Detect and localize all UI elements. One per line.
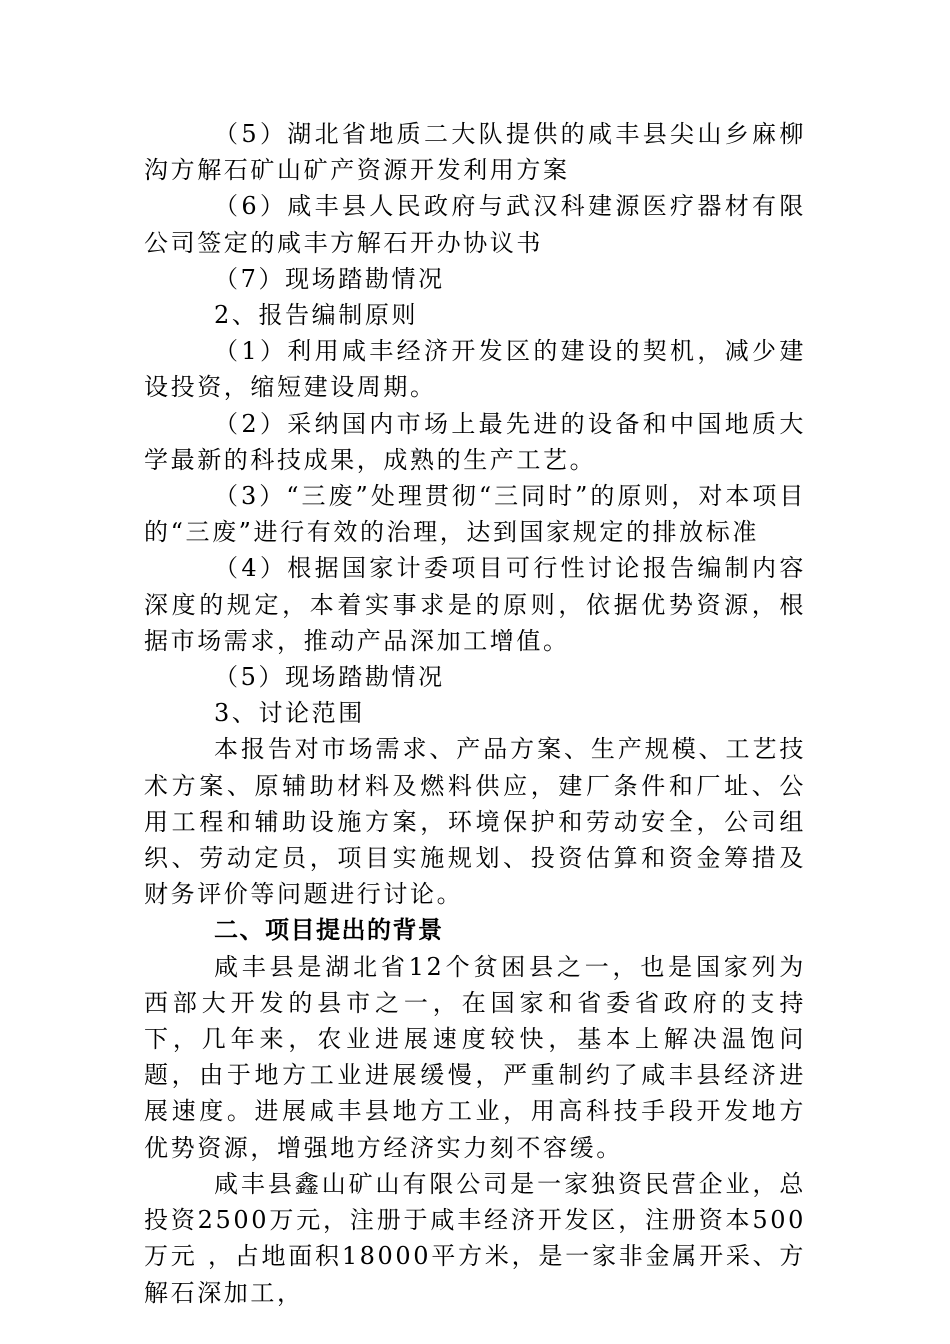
section-heading: 二、项目提出的背景 <box>214 916 444 945</box>
body-paragraph: 咸丰县鑫山矿山有限公司是一家独资民营企业，总投资2500万元，注册于咸丰经济开发区，注册资本500万元 ，占地面积18000平方米，是一家非金属开采、方解石深加工， <box>144 1169 806 1307</box>
section-subheading: 2、报告编制原则 <box>214 301 419 330</box>
body-paragraph: （6）咸丰县人民政府与武汉科建源医疗器材有限公司签定的咸丰方解石开办协议书 <box>144 192 806 257</box>
document-page <box>144 116 806 1311</box>
body-paragraph: （5）湖北省地质二大队提供的咸丰县尖山乡麻柳沟方解石矿山矿产资源开发利用方案 <box>144 120 806 185</box>
body-paragraph: （5）现场踏勘情况 <box>214 663 445 692</box>
section-subheading: 3、讨论范围 <box>214 699 365 728</box>
body-paragraph: （7）现场踏勘情况 <box>214 264 445 293</box>
body-paragraph: （2）采纳国内市场上最先进的设备和中国地质大学最新的科技成果，成熟的生产工艺。 <box>144 409 806 474</box>
body-paragraph: （3）“三废”处理贯彻“三同时”的原则，对本项目的“三废”进行有效的治理，达到国家规定的排放标准 <box>144 482 806 547</box>
body-paragraph: 本报告对市场需求、产品方案、生产规模、工艺技术方案、原辅助材料及燃料供应，建厂条件和厂址、公用工程和辅助设施方案，环境保护和劳动安全，公司组织、劳动定员，项目实施规划、投资估算和资金筹措及财务评价等问题进行讨论。 <box>144 735 806 909</box>
body-paragraph: 咸丰县是湖北省12个贫困县之一，也是国家列为西部大开发的县市之一，在国家和省委省政府的支持下，几年来，农业进展速度较快，基本上解决温饱问题，由于地方工业进展缓慢，严重制约了咸丰县经济进展速度。进展咸丰县地方工业，用高科技手段开发地方优势资源，增强地方经济实力刻不容缓。 <box>144 952 806 1162</box>
body-paragraph: （1）利用咸丰经济开发区的建设的契机，减少建设投资，缩短建设周期。 <box>144 337 806 402</box>
body-paragraph: （4）根据国家计委项目可行性讨论报告编制内容深度的规定，本着实事求是的原则，依据优势资源，根据市场需求，推动产品深加工增值。 <box>144 554 806 655</box>
